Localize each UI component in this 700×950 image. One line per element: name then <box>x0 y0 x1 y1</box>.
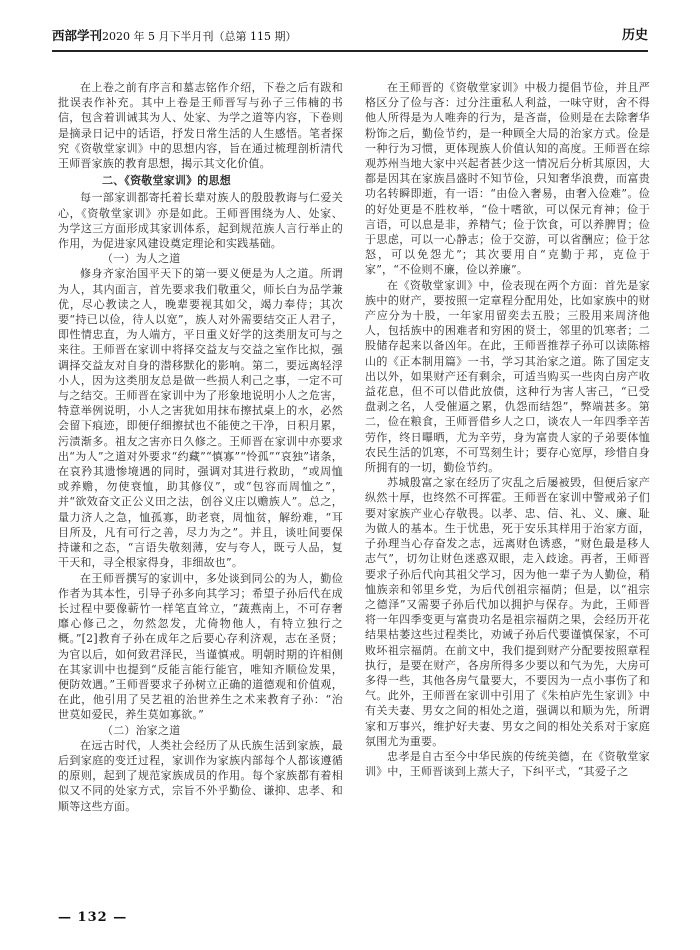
section-label: 历史 <box>621 28 648 43</box>
paragraph: 在王师晋撰写的家训中，多处谈到同公的为人，勤俭作者为其本性，引导子孙多向其学习；希望子孙后代在成长过程中要像蕲竹一样笔直耸立，“蔬燕南上，不可存奢靡心修己之，勿然忽发，尤倚物他人，有特立独行之概。”[2]教育子孙在成年之后要心存利济观，志在圣贤；为官以后，如何致君泽民，当谨慎戒。明朝时期的许相侧在其家训中也提到“反能言能行能官，唯知齐顺俭发果，便防效遇。”王师晋要求子孙树立正确的道德观和价值观，在此，他引用了吴艺祖的治世养生之术来教育子孙：“治世莫如爱民，养生莫如寡欲。” <box>58 571 343 722</box>
left-column <box>58 80 343 900</box>
paragraph: 修身齐家治国平天下的第一要义便是为人之道。所谓为人，其内面言，首先要求我们敬重父，师长白为品学兼优，尽心教读之人，晚辈要视其如父，竭力奉侍；其次要“持已以俭，待人以宽”，族人对外需要结交正人君子，即性情忠直，为人端方，平日重义好学的这类朋友可与之来往。王师晋在家训中将择交益友与交益之室作比拟，强调择交益友对自身的潜移默化的影响。第二，要远离轻浮小人，因为这类朋友总是做一些损人利己之事，一定不可与之结交。王师晋在家训中为了形象地说明小人之危害，特意举例说明，小人之害犹如用抹布擦拭桌上的水，必然会留下痕迹，即便仔细擦拭也不能使之干净，日积月累，污渍渐多。祖友之害亦日久修之。王师晋在家训中亦要求出“为人”之道对外要求“约藏”“慎寡”“怜孤”“哀独”诸条，在哀矜其遗惨境遇的同时，强调对其进行救助，“或周恤或养赡，勿使衰恤，助其修仪”，或“包容而周恤之”，并“欲效奋文正公义田之法，创谷义庄以赡族人”。总之，量力济人之急，恤孤寡，助老衰，周恤贫，解纷难，“耳目所及，凡有可行之善，尽力为之”。并且，谈吐间要保持谦和之态，“言语失敬刻薄，安与夸人，既亏人品，复干天和，寻全根家得身，非细故也”。 <box>58 267 343 570</box>
subsection-heading: （一）为人之道 <box>102 252 181 266</box>
issue-info: 2020 年 5 月下半月刊（总第 115 期） <box>102 30 297 43</box>
paragraph: 忠孝是自古至今中华民族的传统美德，在《资敬堂家训》中，王师晋谈到上蒸大子，下纠平弍，“其爱子之 <box>365 749 650 779</box>
subsection-heading: （二）治家之道 <box>102 723 181 737</box>
article-body <box>58 80 650 900</box>
paragraph: 苏城殷富之家在经历了灾乱之后屡被毁，但便后家产纵然十厚，也终然不可挥霍。王师晋在家训中警戒弟子们要对家族产业心存敬畏。以孝、忠、信、礼、义、廉、耻为做人的基本。生于忧患，死于安乐其样用于治家方面，子孙理当心存奋发之志，远离财色诱惑，“财色最是移人志气”，切勿让财色迷惑双眼，走入歧途。再者，王师晋要求子孙后代向其祖父学习，因为他一辈子为人勤俭，稍恤族亲和邻里乡党，为后代创祖宗福荫；但是，以“祖宗之德泽”又需要子孙后代加以拥护与保存。为此，王师晋将一年四季变更与富贵功名是祖宗福荫之果，会经历开花结果枯萎这些过程类比，劝诫子孙后代要谨慎保家，不可败坏祖宗福荫。在前文中，我们提到财产分配要按照章程执行，是要在财产，各房所得多少要以和气为先，大房可多得一些，其他各房气量要大，不要因为一点小事伤了和气。此外，王师晋在家训中引用了《朱柏庐先生家训》中有关夫妻、男女之间的相处之道，强调以和顺为先，所谓家和万事兴，维护好夫妻、男女之间的相处关系对于家庭氛围尤为重要。 <box>365 476 650 748</box>
page-header <box>52 20 648 52</box>
journal-info <box>52 26 297 44</box>
paragraph: 在《资敬堂家训》中，俭表现在两个方面：首先是家族中的财产，要按照一定章程分配用处，比如家族中的财产应分为十股，一年家用留奕去五股；三股用来周济他人，包括族中的困难者和穷困的贤士，邻里的饥寒者；二股储存起来以备凶年。在此，王师晋推荐子孙可以读陈榕山的《正本制用篇》一书，学习其治家之道。陈了国定支出以外，如果财产还有剩余，可适当购买一些肉白房产收益花息，但不可以借此放债，这种行为害人害己，“已受盘剥之名，人受催逼之累，仇怨而结怨”，弊端甚多。第二，俭在粮食，王师晋借乡人之口，谈农人一年四季辛苦劳作，终日曝晒，尤为辛劳，身为富贵人家的子弟要体恤农民生活的饥寒，不可骂刻生计；要存心宽厚，珍惜自身所拥有的一切，勤俭节约。 <box>365 278 650 475</box>
page-number: — 132 — <box>58 910 128 925</box>
paragraph: 在王师晋的《资敬堂家训》中极力提倡节俭，并且严格区分了俭与吝：过分注重私人利益，一味守财，舍不得他人所得是为人唯奔的行为，是吝啬，俭则是在去除奢华粉饰之后，勤俭节约，是一种顾全大局的治家方式。俭是一种行为习惯，更体现族人价值认知的高度。王师晋在综观苏州当地大家中兴起者甚少这一情况后分析其原因，大都是因其在家族昌盛时不知节俭，只知奢华浪费，而富贵功名转瞬即逝，有一语：“由俭入奢易，由奢入俭难”。俭的好处更是不胜枚举，“俭十嗜欲，可以保元育神；俭于言语，可以息是非，养精气；俭于饮食，可以养脾胃；俭于思虑，可以一心静志；俭于交游，可以省酬应；俭于忿怒，可以免怨尤”；其次要用自“克勤于邦，克俭于家”，“不俭则不廉，俭以养廉”。 <box>365 81 650 277</box>
paragraph: 在上卷之前有序言和墓志铭作介绍，下卷之后有跋和批误表作补充。其中上卷是王师晋写与孙子三伟楠的书信，包含着训诫其为人、处家、为学之道等内容，下卷则是摘录日记中的话语，抒发日常生活的人生感悟。笔者探究《资敬堂家训》中的思想内容，旨在通过梳理剖析清代王师晋家族的教育思想，揭示其文化价值。 <box>58 81 343 171</box>
right-column <box>365 80 650 900</box>
paragraph: 每一部家训都寄托着长辈对族人的殷殷教诲与仁爱关心，《资敬堂家训》亦是如此。王师晋围绕为人、处家、为学这三方面形成其家训体系，起到规范族人言行举止的作用，为促进家风建设奠定理论和实践基础。 <box>58 191 343 251</box>
section-heading: 二、《资敬堂家训》的思想 <box>102 174 231 188</box>
journal-name: 西部学刊 <box>52 28 103 43</box>
paragraph: 在远古时代，人类社会经历了从氏族生活到家族，最后到家庭的变迁过程，家训作为家族内部每个人都该遵循的原则，起到了规范家族成员的作用。每个家族都有着相似又不同的处家方式，宗旨不外乎勤俭、谦抑、忠孝、和顺等这些方面。 <box>58 738 343 813</box>
